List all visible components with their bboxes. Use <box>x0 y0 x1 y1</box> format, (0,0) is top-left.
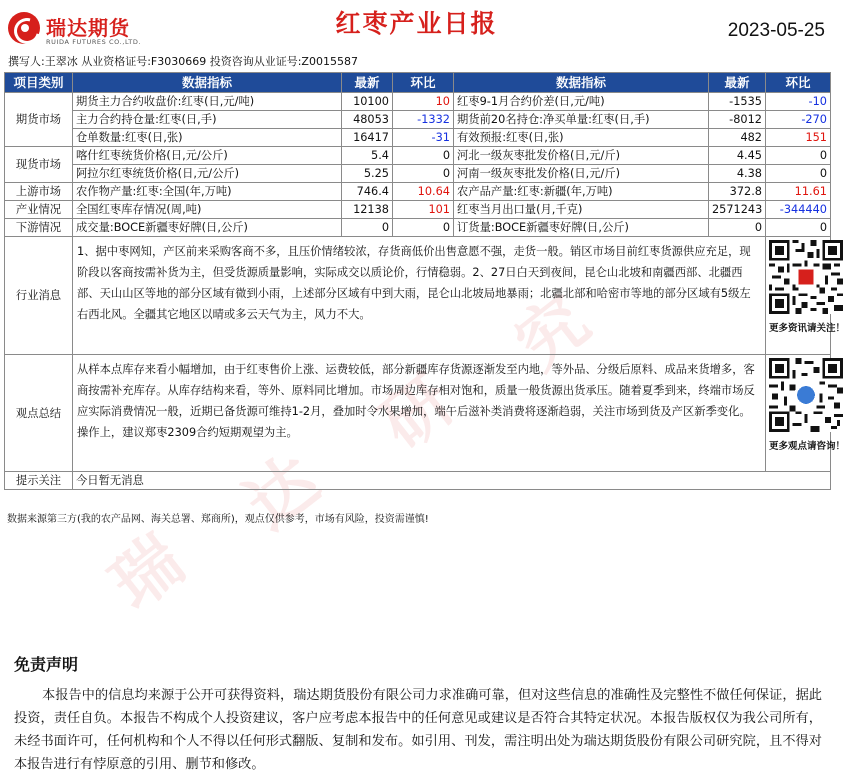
category-industry: 产业情况 <box>5 201 73 219</box>
indicator: 阿拉尔红枣统货价格(日,元/公斤) <box>73 165 342 183</box>
latest-value: -8012 <box>709 111 766 129</box>
table-row <box>5 183 831 201</box>
tips-text: 今日暂无消息 <box>73 472 831 490</box>
col-header-change: 环比 <box>766 73 831 93</box>
view-text: 从样本点库存来看小幅增加，由于红枣售价上涨、运费较低，部分新疆库存货源逐渐发至内地，等外品、分级后原料、成品来货增多，客商按需补充库存。从库存结构来看，等外、原料同比增加。市场周边库存相对饱和，质量一般货源出货承压。随着夏季到来，终端市场反应实际消费情况一般，近期已备货源可维持1-2月，叠加时令水果增加，端午后滋补类消费将逐渐趋弱，关注市场到货及产区新季变化。操作上，建议郑枣2309合约短期观望为主。 <box>73 355 766 472</box>
indicator: 成交量:BOCE新疆枣好牌(日,公斤) <box>73 219 342 237</box>
watermark-char: 究 <box>500 280 604 386</box>
report-date: 2023-05-25 <box>727 20 825 41</box>
change-value: 151 <box>766 129 831 147</box>
change-value: -344440 <box>766 201 831 219</box>
col-header-latest: 最新 <box>709 73 766 93</box>
change-value: 101 <box>393 201 454 219</box>
news-text: 1、据中枣网知，产区前来采购客商不多，且压价情绪较浓，存货商低价出售意愿不强，走货一般。销区市场目前红枣货源供应充足，现阶段以客商按需补货为主，但受货源质量影响，实际成交以质论价，行情稳弱。2、27日白天到夜间，昆仑山北坡和南疆西部、北疆西部、天山山区等地的部分区域有微到小雨，上述部分区域有中到大雨，昆仑山北坡局地暴雨；北疆北部和哈密市等地的部分区域有5级左右西北风。全疆其它地区以晴或多云天气为主，风力不大。 <box>73 237 766 355</box>
col-header-indicator: 数据指标 <box>73 73 342 93</box>
table-row <box>5 165 831 183</box>
report-title: 红枣产业日报 <box>335 9 498 38</box>
table-row <box>5 129 831 147</box>
change-value: 0 <box>766 219 831 237</box>
watermark-char: 研 <box>365 360 469 466</box>
change-value: 0 <box>766 147 831 165</box>
data-table <box>4 72 845 490</box>
table-row <box>5 111 831 129</box>
col-header-category: 项目类别 <box>5 73 73 93</box>
indicator: 订货量:BOCE新疆枣好牌(日,公斤) <box>454 219 709 237</box>
qr-cell-view <box>766 355 845 472</box>
change-value: 10 <box>393 93 454 111</box>
category-futures: 期货市场 <box>5 93 73 147</box>
col-header-indicator: 数据指标 <box>454 73 709 93</box>
indicator: 期货主力合约收盘价:红枣(日,元/吨) <box>73 93 342 111</box>
latest-value: 48053 <box>342 111 393 129</box>
qr-code-icon <box>769 240 843 314</box>
watermark-char: 达 <box>230 440 334 546</box>
change-value: 0 <box>393 147 454 165</box>
category-view: 观点总结 <box>5 355 73 472</box>
table-row-news <box>5 237 831 355</box>
category-downstream: 下游情况 <box>5 219 73 237</box>
indicator: 主力合约持仓量:红枣(日,手) <box>73 111 342 129</box>
latest-value: 4.45 <box>709 147 766 165</box>
change-value: 0 <box>393 219 454 237</box>
table-row <box>5 201 831 219</box>
table-header-row <box>5 73 831 93</box>
indicator: 农作物产量:红枣:全国(年,万吨) <box>73 183 342 201</box>
latest-value: 5.25 <box>342 165 393 183</box>
col-header-change: 环比 <box>393 73 454 93</box>
qr-cell-news <box>766 237 845 355</box>
indicator: 河南一级灰枣批发价格(日,元/斤) <box>454 165 709 183</box>
indicator: 红枣当月出口量(月,千克) <box>454 201 709 219</box>
latest-value: 5.4 <box>342 147 393 165</box>
latest-value: 0 <box>342 219 393 237</box>
latest-value: 4.38 <box>709 165 766 183</box>
latest-value: 482 <box>709 129 766 147</box>
latest-value: 10100 <box>342 93 393 111</box>
watermark-char: 瑞 <box>95 520 199 626</box>
disclaimer-text: 本报告中的信息均来源于公开可获得资料，瑞达期货股份有限公司力求准确可靠，但对这些信息的准确性及完整性不做任何保证，据此投资，责任自负。本报告不构成个人投资建议，客户应考虑本报告中的任何意见或建议是否符合其特定状况。本报告版权仅为我公司所有，未经书面许可，任何机构和个人不得以任何形式翻版、复制和发布。如引用、刊发，需注明出处为瑞达期货股份有限公司研究院，且不得对本报告进行有悖原意的引用、删节和修改。 <box>14 688 822 772</box>
change-value: 0 <box>393 165 454 183</box>
col-header-latest: 最新 <box>342 73 393 93</box>
change-value: 0 <box>766 165 831 183</box>
indicator: 有效预报:红枣(日,张) <box>454 129 709 147</box>
category-tips: 提示关注 <box>5 472 73 490</box>
table-row <box>5 93 831 111</box>
latest-value: 746.4 <box>342 183 393 201</box>
disclaimer-title: 免责声明 <box>14 655 79 674</box>
change-value: -31 <box>393 129 454 147</box>
latest-value: 16417 <box>342 129 393 147</box>
category-upstream: 上游市场 <box>5 183 73 201</box>
latest-value: -1535 <box>709 93 766 111</box>
data-source-note: 数据来源第三方(我的农产品网、海关总署、郑商所)，观点仅供参考，市场有风险，投资需谨慎! <box>7 514 429 525</box>
author-line: 撰写人:王翠冰 从业资格证号:F3030669 投资咨询从业证号:Z0015587 <box>8 55 358 68</box>
latest-value: 372.8 <box>709 183 766 201</box>
change-value: -270 <box>766 111 831 129</box>
indicator: 期货前20名持仓:净买单量:红枣(日,手) <box>454 111 709 129</box>
indicator: 仓单数量:红枣(日,张) <box>73 129 342 147</box>
table-row <box>5 219 831 237</box>
latest-value: 12138 <box>342 201 393 219</box>
category-news: 行业消息 <box>5 237 73 355</box>
table-row-tips <box>5 472 831 490</box>
indicator: 红枣9-1月合约价差(日,元/吨) <box>454 93 709 111</box>
table-row <box>5 147 831 165</box>
category-spot: 现货市场 <box>5 147 73 183</box>
latest-value: 2571243 <box>709 201 766 219</box>
latest-value: 0 <box>709 219 766 237</box>
qr-label-news: 更多资讯请关注！ <box>769 323 845 334</box>
indicator: 河北一级灰枣批发价格(日,元/斤) <box>454 147 709 165</box>
change-value: 11.61 <box>766 183 831 201</box>
table-row-view <box>5 355 831 472</box>
change-value: -1332 <box>393 111 454 129</box>
indicator: 农产品产量:红枣:新疆(年,万吨) <box>454 183 709 201</box>
change-value: 10.64 <box>393 183 454 201</box>
qr-code-icon <box>769 358 843 432</box>
qr-label-view: 更多观点请咨询！ <box>769 441 845 452</box>
indicator: 全国红枣库存情况(周,吨) <box>73 201 342 219</box>
indicator: 喀什红枣统货价格(日,元/公斤) <box>73 147 342 165</box>
logo-name-cn: 瑞达期货 <box>46 16 130 40</box>
change-value: -10 <box>766 93 831 111</box>
logo-name-en: RUIDA FUTURES CO.,LTD. <box>46 38 142 46</box>
